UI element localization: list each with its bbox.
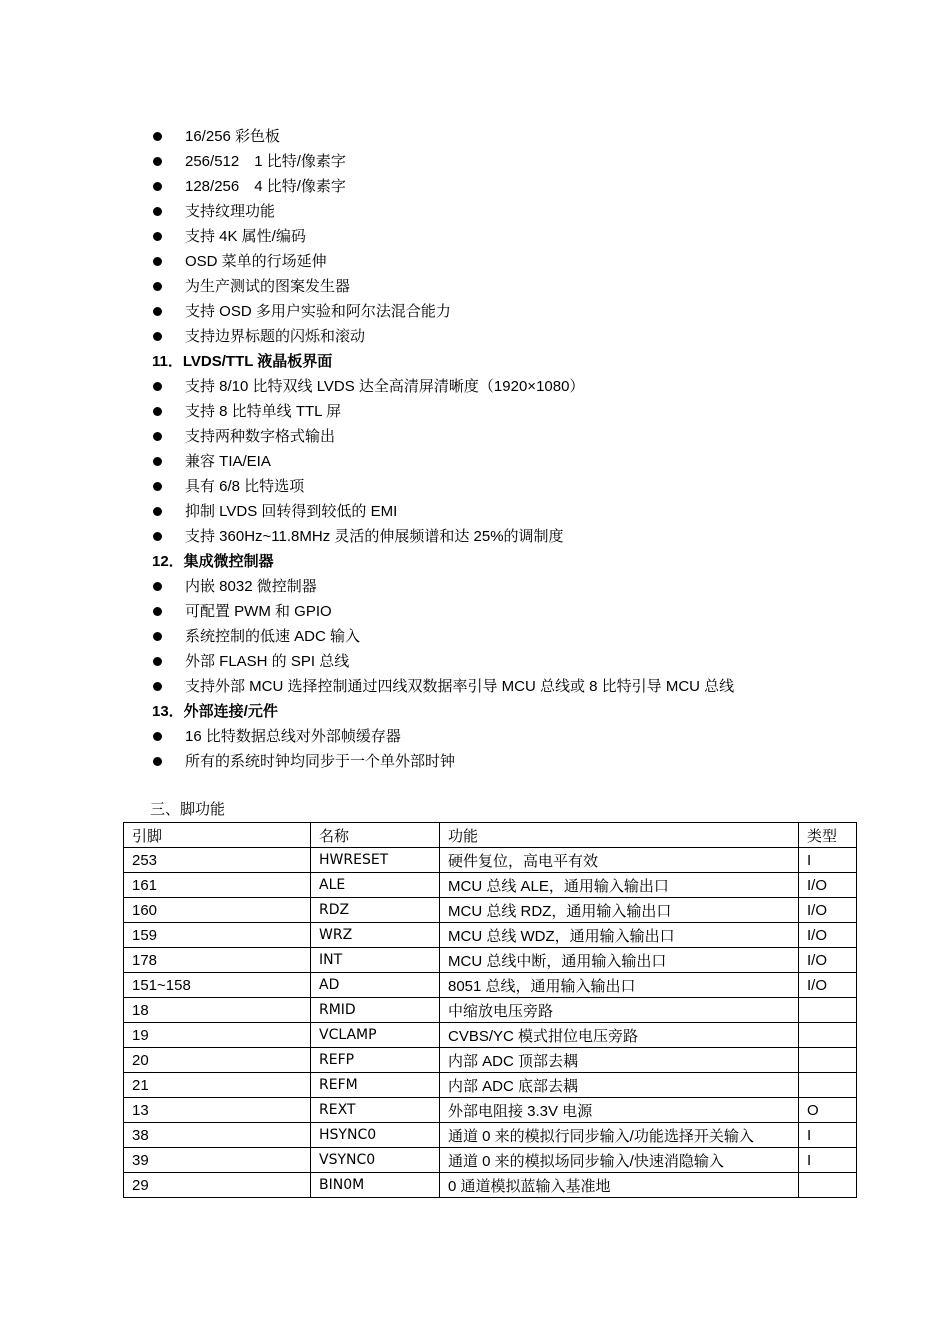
pin-type-cell: I/O <box>799 973 857 998</box>
list-item-text: 所有的系统时钟均同步于一个单外部时钟 <box>185 753 456 770</box>
pin-number-cell: 161 <box>124 873 311 898</box>
table-row <box>124 898 857 923</box>
list-item-text: 支持 360Hz~11.8MHz 灵活的伸展频谱和达 25%的调制度 <box>185 528 564 545</box>
pin-type-cell <box>799 1173 857 1198</box>
bullet-icon <box>153 457 162 466</box>
pin-type-cell: I/O <box>799 873 857 898</box>
pin-number-cell: 178 <box>124 948 311 973</box>
list-item <box>150 199 890 224</box>
list-item-text: OSD 菜单的行场延伸 <box>185 253 327 270</box>
list-item-text: 支持边界标题的闪烁和滚动 <box>185 328 366 345</box>
pin-name-cell: AD <box>311 973 440 998</box>
pin-name-cell: HSYNC0 <box>311 1123 440 1148</box>
bullet-icon <box>153 757 162 766</box>
list-item <box>150 449 890 474</box>
list-item <box>150 649 890 674</box>
list-item-text: 256/512 1 比特/像素字 <box>185 153 346 170</box>
pin-type-cell: O <box>799 1098 857 1123</box>
pin-function-cell: MCU 总线 WDZ，通用输入输出口 <box>440 923 799 948</box>
header-type: 类型 <box>799 823 857 848</box>
pin-function-cell: 通道 0 来的模拟行同步输入/功能选择开关输入 <box>440 1123 799 1148</box>
list-item-text: 内嵌 8032 微控制器 <box>185 578 317 595</box>
bullet-icon <box>153 382 162 391</box>
pin-type-cell: I/O <box>799 898 857 923</box>
pin-number-cell: 13 <box>124 1098 311 1123</box>
pin-function-cell: 0 通道模拟蓝输入基准地 <box>440 1173 799 1198</box>
pin-name-cell: BIN0M <box>311 1173 440 1198</box>
list-item-text: 支持外部 MCU 选择控制通过四线双数据率引导 MCU 总线或 8 比特引导 MCU 总线 <box>185 678 735 695</box>
list-item <box>150 499 890 524</box>
bullet-icon <box>153 532 162 541</box>
pin-number-cell: 159 <box>124 923 311 948</box>
list-item <box>150 524 890 549</box>
list-item <box>150 624 890 649</box>
bullet-icon <box>153 207 162 216</box>
pin-name-cell: REFP <box>311 1048 440 1073</box>
pin-number-cell: 253 <box>124 848 311 873</box>
list-item <box>150 749 890 774</box>
feature-list <box>150 124 890 774</box>
list-item-text: 支持纹理功能 <box>185 203 276 220</box>
pin-name-cell: REFM <box>311 1073 440 1098</box>
list-item <box>150 249 890 274</box>
pin-type-cell <box>799 998 857 1023</box>
bullet-icon <box>153 607 162 616</box>
pin-section-caption: 三、脚功能 <box>150 801 226 818</box>
table-row <box>124 973 857 998</box>
pin-number-cell: 160 <box>124 898 311 923</box>
pin-number-cell: 20 <box>124 1048 311 1073</box>
list-item <box>150 224 890 249</box>
list-item-text: 16 比特数据总线对外部帧缓存器 <box>185 728 401 745</box>
list-item <box>150 574 890 599</box>
pin-table-body <box>124 848 857 1198</box>
pin-function-cell: MCU 总线 RDZ，通用输入输出口 <box>440 898 799 923</box>
pin-function-cell: 外部电阻接 3.3V 电源 <box>440 1098 799 1123</box>
table-row <box>124 998 857 1023</box>
list-item <box>150 724 890 749</box>
list-item <box>150 274 890 299</box>
pin-number-cell: 18 <box>124 998 311 1023</box>
bullet-icon <box>153 282 162 291</box>
section-heading: 11．LVDS/TTL 液晶板界面 <box>152 353 333 370</box>
list-item-text: 支持 8/10 比特双线 LVDS 达全高清屏清晰度（1920×1080） <box>185 378 585 395</box>
table-row <box>124 873 857 898</box>
pin-function-cell: 中缩放电压旁路 <box>440 998 799 1023</box>
table-row <box>124 948 857 973</box>
list-item-text: 支持两种数字格式输出 <box>185 428 336 445</box>
pin-name-cell: REXT <box>311 1098 440 1123</box>
table-row <box>124 848 857 873</box>
list-item <box>150 474 890 499</box>
list-item-text: 兼容 TIA/EIA <box>185 453 271 470</box>
pin-type-cell: I <box>799 1148 857 1173</box>
bullet-icon <box>153 332 162 341</box>
list-item-text: 外部 FLASH 的 SPI 总线 <box>185 653 350 670</box>
list-item <box>150 124 890 149</box>
pin-number-cell: 29 <box>124 1173 311 1198</box>
bullet-icon <box>153 182 162 191</box>
list-item-text: 为生产测试的图案发生器 <box>185 278 351 295</box>
list-item-text: 支持 OSD 多用户实验和阿尔法混合能力 <box>185 303 451 320</box>
pin-type-cell <box>799 1048 857 1073</box>
list-item-text: 具有 6/8 比特选项 <box>185 478 305 495</box>
pin-type-cell: I/O <box>799 948 857 973</box>
pin-number-cell: 39 <box>124 1148 311 1173</box>
pin-name-cell: INT <box>311 948 440 973</box>
pin-function-cell: 硬件复位，高电平有效 <box>440 848 799 873</box>
bullet-icon <box>153 657 162 666</box>
table-row <box>124 923 857 948</box>
list-item <box>150 324 890 349</box>
bullet-icon <box>153 157 162 166</box>
pin-function-cell: MCU 总线中断，通用输入输出口 <box>440 948 799 973</box>
pin-name-cell: ALE <box>311 873 440 898</box>
table-row <box>124 1023 857 1048</box>
bullet-icon <box>153 507 162 516</box>
bullet-icon <box>153 432 162 441</box>
pin-type-cell: I/O <box>799 923 857 948</box>
bullet-icon <box>153 232 162 241</box>
pin-type-cell: I <box>799 848 857 873</box>
list-item-text: 16/256 彩色板 <box>185 128 281 145</box>
pin-number-cell: 151~158 <box>124 973 311 998</box>
list-item-text: 可配置 PWM 和 GPIO <box>185 603 332 620</box>
bullet-icon <box>153 582 162 591</box>
bullet-icon <box>153 307 162 316</box>
pin-name-cell: VSYNC0 <box>311 1148 440 1173</box>
bullet-icon <box>153 257 162 266</box>
section-heading: 13．外部连接/元件 <box>152 703 278 720</box>
bullet-icon <box>153 132 162 141</box>
header-name: 名称 <box>311 823 440 848</box>
pin-type-cell <box>799 1073 857 1098</box>
table-row <box>124 1098 857 1123</box>
list-item <box>150 599 890 624</box>
bullet-icon <box>153 682 162 691</box>
header-function: 功能 <box>440 823 799 848</box>
header-pin: 引脚 <box>124 823 311 848</box>
pin-type-cell <box>799 1023 857 1048</box>
list-item <box>150 174 890 199</box>
pin-function-cell: MCU 总线 ALE，通用输入输出口 <box>440 873 799 898</box>
list-item <box>150 674 890 699</box>
list-item <box>150 374 890 399</box>
table-row <box>124 1073 857 1098</box>
bullet-icon <box>153 732 162 741</box>
list-item-text: 支持 4K 属性/编码 <box>185 228 306 245</box>
table-row <box>124 1048 857 1073</box>
pin-number-cell: 19 <box>124 1023 311 1048</box>
pin-type-cell: I <box>799 1123 857 1148</box>
pin-number-cell: 38 <box>124 1123 311 1148</box>
table-row <box>124 1173 857 1198</box>
pin-function-cell: 内部 ADC 顶部去耦 <box>440 1048 799 1073</box>
pin-function-table <box>123 822 857 1198</box>
pin-name-cell: HWRESET <box>311 848 440 873</box>
pin-name-cell: RDZ <box>311 898 440 923</box>
table-header-row <box>124 823 857 848</box>
pin-function-cell: 内部 ADC 底部去耦 <box>440 1073 799 1098</box>
table-row <box>124 1123 857 1148</box>
pin-name-cell: RMID <box>311 998 440 1023</box>
bullet-icon <box>153 482 162 491</box>
pin-number-cell: 21 <box>124 1073 311 1098</box>
list-item-text: 抑制 LVDS 回转得到较低的 EMI <box>185 503 398 520</box>
list-item-text: 系统控制的低速 ADC 输入 <box>185 628 361 645</box>
pin-function-cell: 8051 总线，通用输入输出口 <box>440 973 799 998</box>
list-item <box>150 424 890 449</box>
list-item <box>150 399 890 424</box>
pin-function-cell: CVBS/YC 模式拑位电压旁路 <box>440 1023 799 1048</box>
list-item <box>150 149 890 174</box>
bullet-icon <box>153 407 162 416</box>
pin-function-cell: 通道 0 来的模拟场同步输入/快速消隐输入 <box>440 1148 799 1173</box>
section-heading: 12．集成微控制器 <box>152 553 274 570</box>
table-row <box>124 1148 857 1173</box>
list-item-text: 支持 8 比特单线 TTL 屏 <box>185 403 342 420</box>
list-item-text: 128/256 4 比特/像素字 <box>185 178 346 195</box>
pin-name-cell: VCLAMP <box>311 1023 440 1048</box>
bullet-icon <box>153 632 162 641</box>
list-item <box>150 299 890 324</box>
pin-name-cell: WRZ <box>311 923 440 948</box>
